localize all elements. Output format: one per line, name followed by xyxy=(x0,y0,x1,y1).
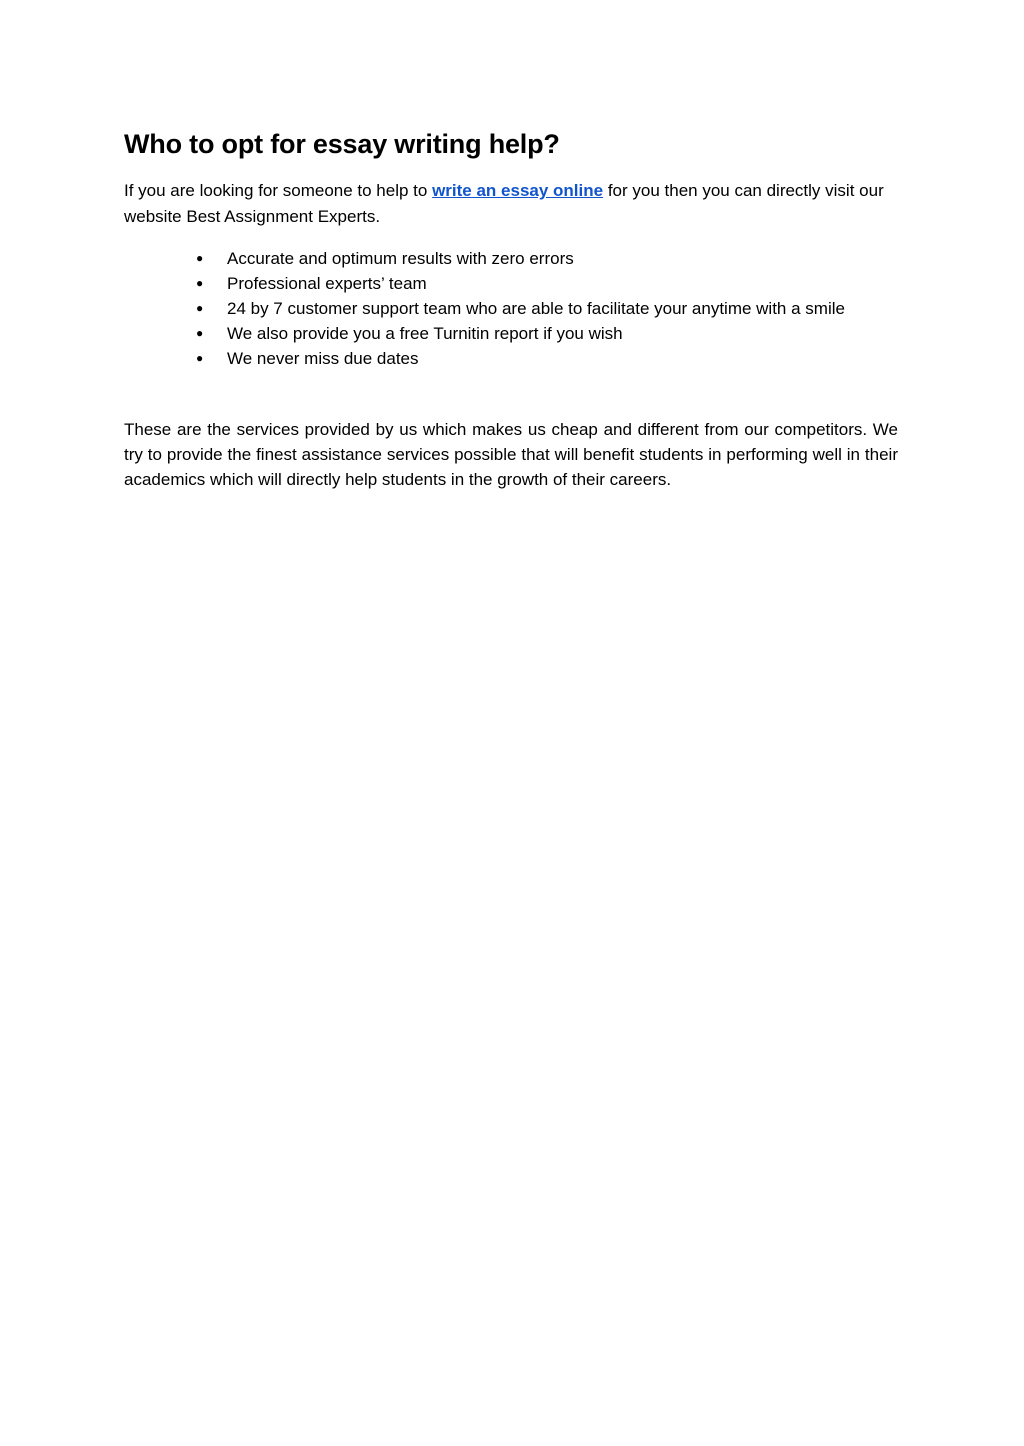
list-item xyxy=(196,321,857,346)
bullet-icon: ● xyxy=(196,251,204,265)
list-item-text: Accurate and optimum results with zero errors xyxy=(227,249,574,268)
bullet-icon: ● xyxy=(196,301,204,315)
bullet-icon: ● xyxy=(196,351,204,365)
list-item xyxy=(196,246,857,271)
page-title: Who to opt for essay writing help? xyxy=(124,129,560,159)
list-item xyxy=(196,271,857,296)
closing-paragraph: These are the services provided by us which makes us cheap and different from our competitors. We try to provide the finest assistance services possible that will benefit students in performing well in their academics which will directly help students in the growth of their careers. xyxy=(124,420,898,489)
services-bullet-list xyxy=(124,246,857,371)
list-item-text: We also provide you a free Turnitin report if you wish xyxy=(227,324,623,343)
list-item xyxy=(196,346,857,371)
bullet-icon: ● xyxy=(196,326,204,340)
intro-text-after-link: for you then you can directly visit our website Best Assignment Experts. xyxy=(124,181,884,226)
list-item-text: We never miss due dates xyxy=(227,349,419,368)
list-item xyxy=(196,296,857,321)
document-content xyxy=(124,124,898,492)
intro-text-before-link: If you are looking for someone to help to xyxy=(124,181,433,200)
list-item-text: Professional experts’ team xyxy=(227,274,427,293)
bullet-icon: ● xyxy=(196,276,204,290)
list-item-text: 24 by 7 customer support team who are able to facilitate your anytime with a smile xyxy=(227,299,845,318)
write-essay-online-link[interactable]: write an essay online xyxy=(432,181,604,200)
intro-paragraph xyxy=(124,178,898,230)
